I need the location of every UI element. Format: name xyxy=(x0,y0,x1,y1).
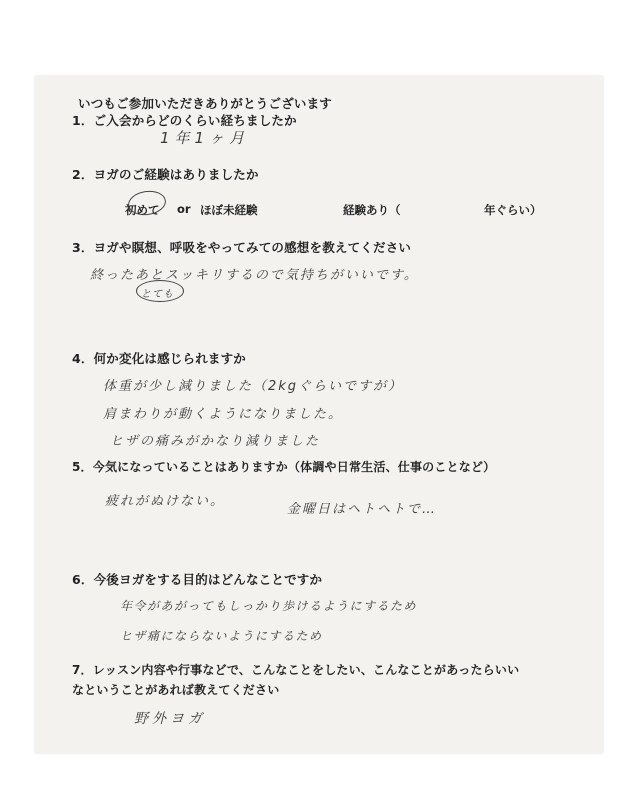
question-3: 3．ヨガや瞑想、呼吸をやってみての感想を教えてください xyxy=(72,240,412,255)
intro-text: いつもご参加いただきありがとうございます xyxy=(78,96,333,111)
answer-5-part-2: 金曜日はヘトヘトで… xyxy=(287,502,438,517)
option-almost-none: ほぼ未経験 xyxy=(200,203,258,217)
answer-3: 終ったあとスッキリするので気持ちがいいです。 xyxy=(90,268,419,283)
question-1: 1．ご入会からどのくらい経ちましたか xyxy=(72,113,297,128)
question-5: 5．今気になっていることはありますか（体調や日常生活、仕事のことなど） xyxy=(72,460,496,474)
answer-4-line-3: ヒザの痛みがかなり減りました xyxy=(110,434,321,449)
question-4: 4．何か変化は感じられますか xyxy=(72,351,246,366)
option-or: or xyxy=(177,202,191,216)
question-7-line-2: なということがあれば教えてください xyxy=(72,683,280,697)
answer-5-part-1: 疲れがぬけない。 xyxy=(105,494,226,509)
answer-4-line-2: 肩まわりが動くようになりました。 xyxy=(103,407,344,422)
question-7-line-1: 7．レッスン内容や行事などで、こんなことをしたい、こんなことがあったらいい xyxy=(72,663,520,677)
option-years: 年ぐらい） xyxy=(484,203,542,217)
answer-7: 野外ヨガ xyxy=(134,711,206,727)
option-experienced: 経験あり（ xyxy=(343,203,401,217)
answer-6-line-1: 年令があがってもしっかり歩けるようにするため xyxy=(120,599,418,613)
question-6: 6．今後ヨガをする目的はどんなことですか xyxy=(72,572,323,587)
question-2: 2．ヨガのご経験はありましたか xyxy=(72,167,259,182)
option-first-time: 初めて xyxy=(125,203,160,217)
insert-circle xyxy=(136,280,184,302)
answer-1: 1年1ヶ月 xyxy=(160,129,250,147)
answer-4-line-1: 体重が少し減りました（2kgぐらいですが） xyxy=(103,379,404,394)
answer-6-line-2: ヒザ痛にならないようにするため xyxy=(120,629,323,643)
answer-3-insert: とても xyxy=(141,289,174,300)
